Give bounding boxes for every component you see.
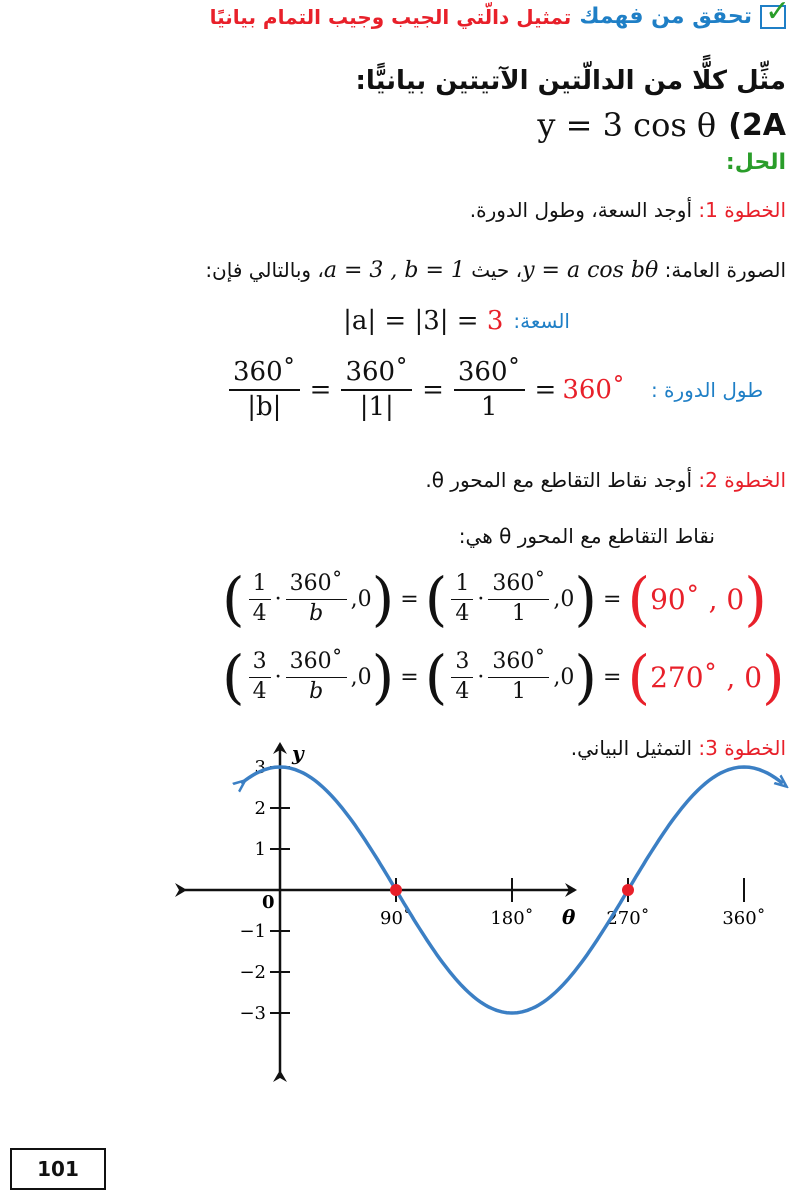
y-tick-label-3: 3 (254, 757, 266, 778)
amplitude-expr: |a| = |3| = (343, 306, 479, 336)
y-tick-label-2: 2 (254, 798, 266, 819)
section-title: تمثيل دالّتي الجيب وجيب التمام بيانيًا (209, 4, 572, 29)
where-eq: a = 3 , b = 1 (323, 258, 465, 283)
x-tick-label-180: 180˚ (490, 908, 534, 929)
where-text: ، حيث (471, 258, 523, 282)
general-form-text: الصورة العامة: (664, 258, 786, 282)
period-frac-1: $\frac{360˚}{|b|}$ (229, 358, 300, 421)
step2-label: الخطوة 2: (698, 468, 786, 492)
intercept-result-2: 270˚ , 0 (650, 660, 763, 694)
page-number: 101 (10, 1148, 106, 1190)
therefore-text: ، وبالتالي فإن: (205, 258, 324, 282)
problem-equation: y = 3 cos θ (537, 106, 717, 144)
problem-instruction: مثِّل كلًّا من الدالّتين الآتيتين بيانيًّا: (355, 66, 786, 96)
step3-text: التمثيل البياني. (570, 736, 693, 760)
period-frac-2: $\frac{360˚}{|1|}$ (341, 358, 412, 421)
amplitude-label: السعة: (513, 309, 570, 333)
origin-label: 0 (262, 892, 275, 913)
intercept-point-90 (390, 884, 402, 896)
amplitude-value: 3 (486, 306, 504, 336)
solution-label: الحل: (725, 150, 786, 175)
x-tick-label-270: 270˚ (606, 908, 650, 929)
problem-equation-row (537, 106, 786, 144)
step1-label: الخطوة 1: (698, 198, 786, 222)
intercept-point-270 (622, 884, 634, 896)
intercept-eq-2: ( $\frac{3}{4}$ · $\frac{360˚}{b}$ ,0 ) = ( $\frac{3}{4}$ · $\frac{360˚}{1}$ ,0 ) = ( 270˚ , 0 ) (222, 643, 785, 711)
step3-line (571, 736, 786, 760)
amplitude-line (343, 306, 570, 336)
period-label: طول الدورة : (650, 377, 764, 402)
period-frac-3: $\frac{360˚}{1}$ (454, 358, 525, 421)
y-tick-label--2: −2 (239, 962, 266, 983)
step1-line (470, 198, 786, 222)
general-form-line (205, 258, 786, 283)
step2-subtext: نقاط التقاطع مع المحور θ هي: (458, 524, 715, 548)
period-line: $\frac{360˚}{|b|}$ = $\frac{360˚}{|1|}$ = $\frac{360˚}{1}$ = 360˚ طول الدورة : (225, 358, 763, 421)
x-tick-label-90: 90˚ (380, 908, 412, 929)
problem-label: (2A (728, 107, 786, 143)
check-box-icon: ✓ (760, 5, 786, 29)
step2-text: أوجد نقاط التقاطع مع المحور θ. (425, 468, 693, 492)
intercept-result-1: 90˚ , 0 (650, 582, 745, 616)
x-axis-label: θ (562, 905, 576, 929)
y-tick-label-1: 1 (254, 839, 266, 860)
y-tick-label--1: −1 (239, 921, 266, 942)
x-tick-label-360: 360˚ (722, 908, 766, 929)
section-header (209, 0, 791, 29)
general-form-eq: y = a cos bθ (522, 258, 659, 283)
step3-label: الخطوة 3: (698, 736, 786, 760)
y-tick-label--3: −3 (239, 1003, 266, 1024)
y-axis-label: y (292, 741, 304, 765)
step2-line (425, 468, 786, 492)
check-title: تحقق من فهمك (579, 4, 752, 29)
period-value: 360˚ (562, 374, 625, 405)
step1-text: أوجد السعة، وطول الدورة. (469, 198, 693, 222)
intercept-eq-1: ( $\frac{1}{4}$ · $\frac{360˚}{b}$ ,0 ) = ( $\frac{1}{4}$ · $\frac{360˚}{1}$ ,0 ) = ( 90˚ , 0 ) (222, 565, 767, 633)
